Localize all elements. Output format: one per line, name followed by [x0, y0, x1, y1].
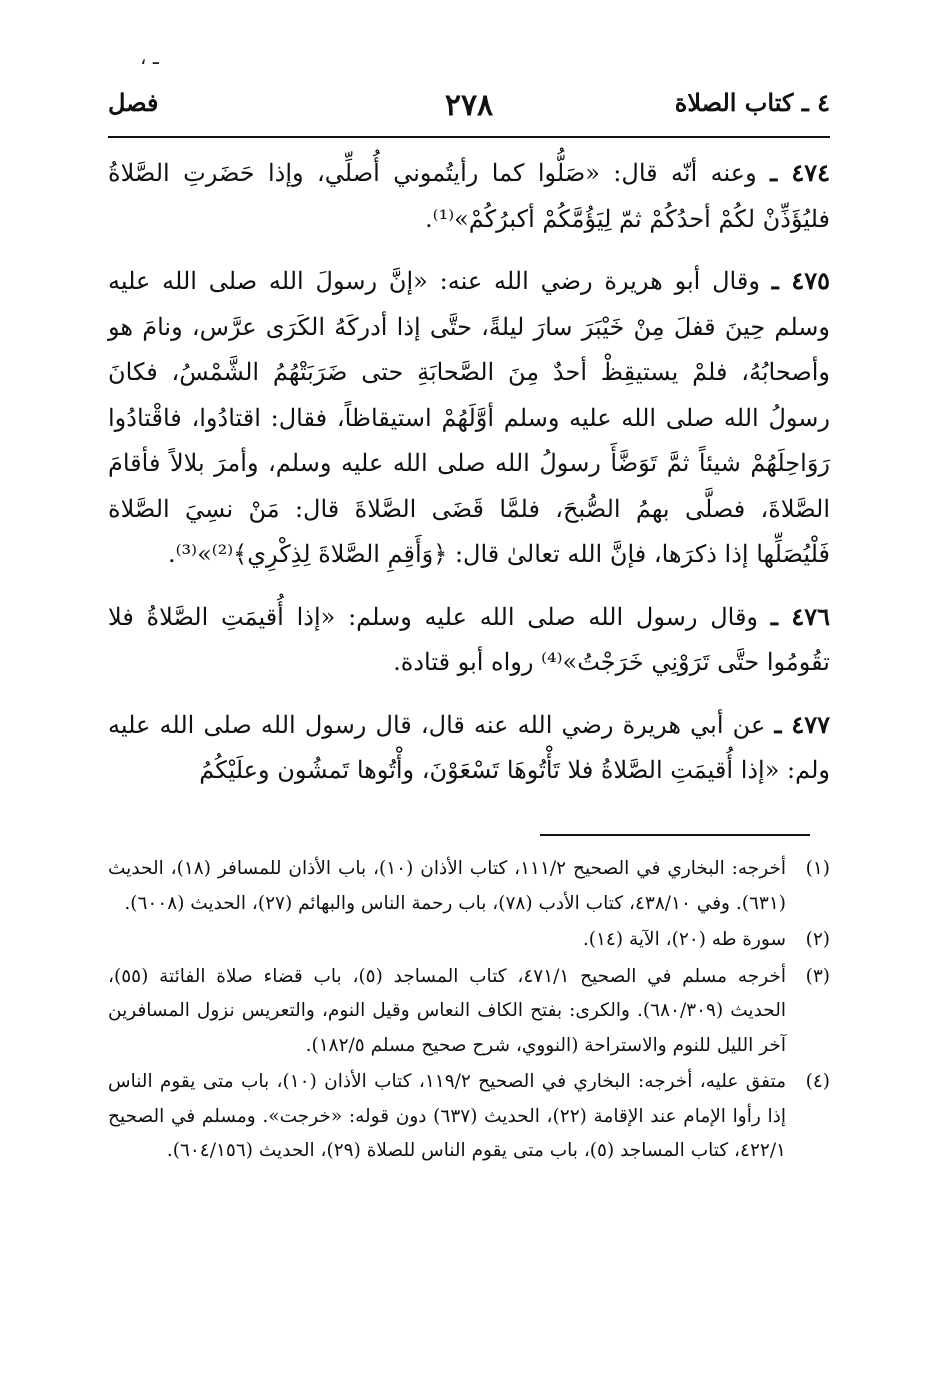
- footnote-number: (٣): [805, 965, 830, 987]
- hadith-477: [108, 702, 830, 794]
- footnote-3: [108, 960, 830, 1064]
- footnotes: [108, 852, 830, 1171]
- section-title: فصل: [108, 88, 159, 117]
- chapter-title: ٤ ـ كتاب الصلاة: [674, 88, 830, 117]
- corner-mark: ـ ،: [140, 45, 159, 69]
- hadith-number: ٤٧٦ ـ: [770, 601, 831, 631]
- hadith-text: عن أبي هريرة رضي الله عنه قال، قال رسول الله صلى الله عليه ولم: «إذا أُقيمَتِ الصَّلاةُ فلا تَأْتُوهَا تَسْعَوْنَ، وأْتُوها تَمشُون وعلَيْكُمُ: [108, 710, 830, 784]
- footnote-text: أخرجه مسلم في الصحيح ٤٧١/١، كتاب المساجد (٥)، باب قضاء صلاة الفائتة (٥٥)، الحديث (٦٨٠/٣٠٩). والكرى: بفتح الكاف النعاس وقيل النوم، والتعريس نزول المسافرين آخر الليل للنوم والاستراحة (النووي، شرح صحيح مسلم ١٨٢/٥).: [108, 965, 786, 1056]
- footnote-text: متفق عليه، أخرجه: البخاري في الصحيح ١١٩/٢، كتاب الأذان (١٠)، باب متى يقوم الناس إذا رأوا الإمام عند الإقامة (٢٢)، الحديث (٦٣٧) دون قوله: «خرجت». ومسلم في الصحيح ٤٢٢/١، كتاب المساجد (٥)، باب متى يقوم الناس للصلاة (٢٩)، الحديث (٦٠٤/١٥٦).: [108, 1071, 786, 1161]
- page-header: [108, 88, 830, 128]
- hadith-475: [108, 258, 830, 578]
- hadith-text: وقال رسول الله صلى الله عليه وسلم: «إذا أُقيمَتِ الصَّلاةُ فلا تقُومُوا حتَّى تَرَوْنِي خَرَجْتُ»⁽⁴⁾ رواه أبو قتادة.: [108, 602, 830, 676]
- footnote-number: (٢): [805, 929, 830, 950]
- footnote-number: (٤): [805, 1071, 830, 1092]
- footnote-number: (١): [805, 858, 830, 879]
- footnote-separator: [540, 834, 810, 836]
- hadith-476: [108, 594, 830, 686]
- footnote-text: أخرجه: البخاري في الصحيح ١١١/٢، كتاب الأذان (١٠)، باب الأذان للمسافر (١٨)، الحديث (٦٣١). وفي ٤٣٨/١٠، كتاب الأدب (٧٨)، باب رحمة الناس والبهائم (٢٧)، الحديث (٦٠٠٨).: [108, 858, 786, 914]
- page-number: ٢٧٨: [444, 88, 494, 123]
- hadith-474: [108, 150, 830, 242]
- hadith-number: ٤٧٧ ـ: [774, 709, 831, 739]
- hadith-number: ٤٧٤ ـ: [770, 158, 830, 187]
- footnote-text: سورة طه (٢٠)، الآية (١٤).: [582, 929, 786, 950]
- hadith-text: وعنه أنّه قال: «صَلُّوا كما رأيتُموني أُصلِّي، وإذا حَضَرتِ الصَّلاةُ فليُؤَذِّنْ لكُمْ أحدُكُمْ ثمّ لِيَؤُمَّكُمْ أكبرُكُمْ»⁽¹⁾.: [108, 159, 830, 233]
- footnote-4: [108, 1065, 830, 1169]
- main-text: [108, 150, 830, 810]
- hadith-text: وقال أبو هريرة رضي الله عنه: «إنَّ رسولَ الله صلى الله عليه وسلم حِينَ قفلَ مِنْ خَيْبَرَ سارَ ليلةً، حتَّى إذا أدركَهُ الكَرَى عرَّس، ونامَ هو وأصحابُهُ، فلمْ يستيقِظْ أحدٌ مِنَ الصَّحابَةِ حتى ضَرَبَتْهُمُ الشَّمْسُ، فكانَ رسولُ الله صلى الله عليه وسلم أوَّلَهُمْ استيقاظاً، فقال: اقتادُوا، فاقْتادُوا رَوَاحِلَهُمْ شيئاً ثمَّ تَوَضَّأَ رسولُ الله صلى الله عليه وسلم، وأمرَ بلالاً فأقامَ الصَّلاةَ، فصلَّى بهمُ الصُّبحَ، فلمَّا قَضَى الصَّلاةَ قال: مَنْ نسِيَ الصَّلاة فَلْيُصَلِّها إذا ذكرَها، فإنَّ الله تعالىٰ قال: ﴿وَأَقِمِ الصَّلاةَ لِذِكْرِي﴾⁽²⁾»⁽³⁾.: [108, 267, 830, 568]
- footnote-2: [108, 923, 830, 958]
- footnote-1: [108, 852, 830, 921]
- hadith-number: ٤٧٥ ـ: [771, 266, 830, 295]
- header-rule: [108, 136, 830, 138]
